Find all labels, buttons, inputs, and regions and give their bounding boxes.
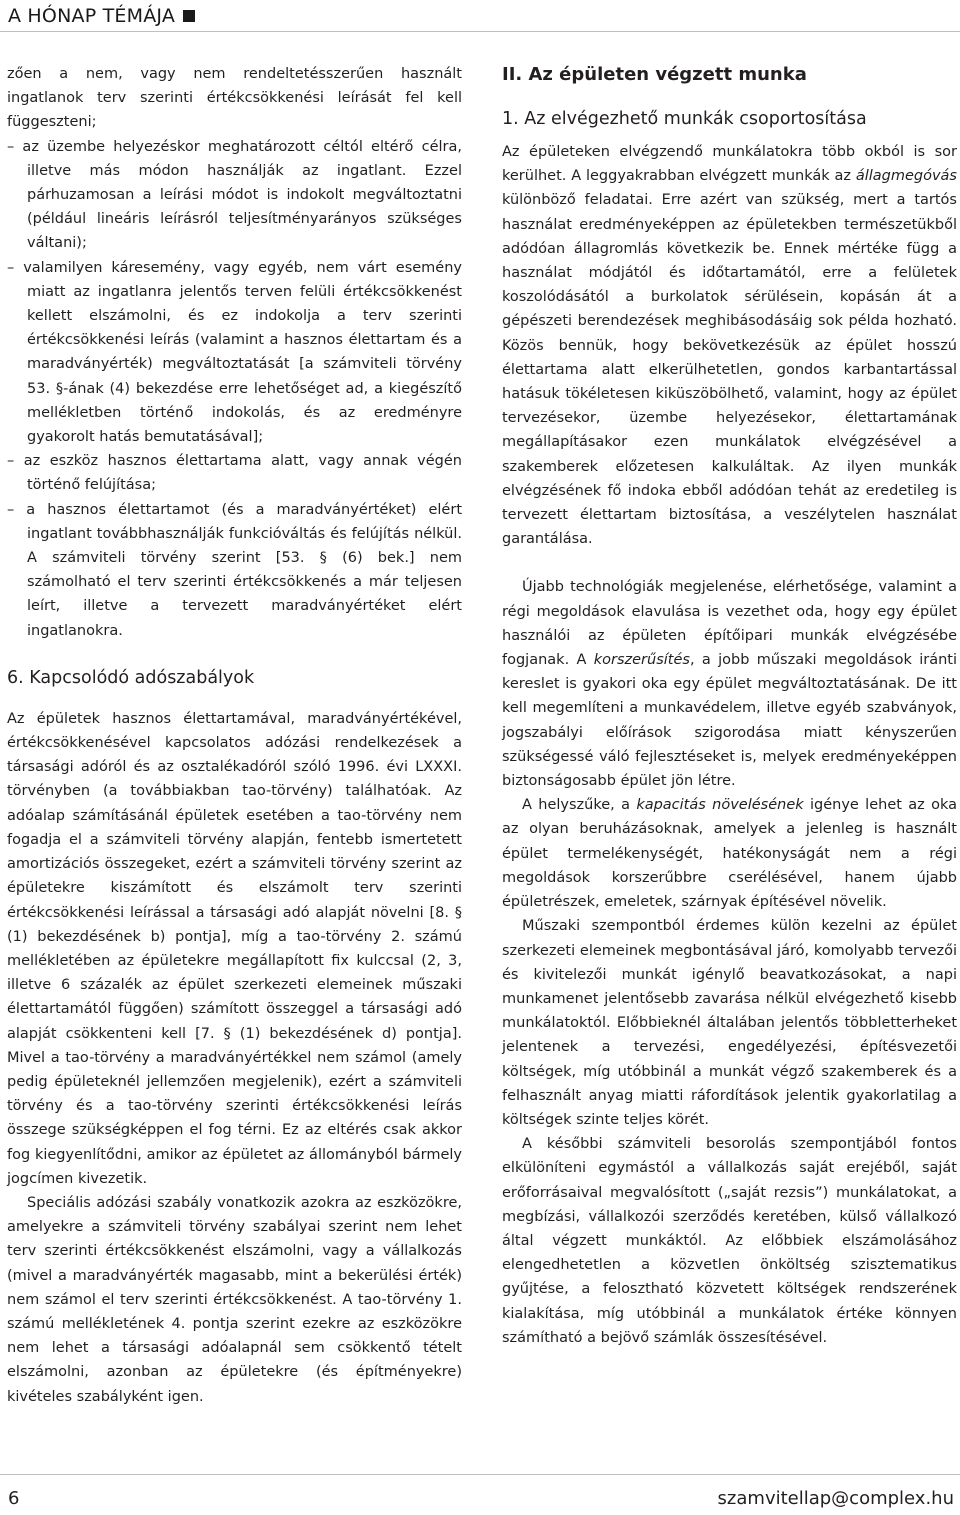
right-column — [502, 62, 957, 1350]
emphasis: állagmegóvás — [855, 168, 957, 185]
section-title: A HÓNAP TÉMÁJA — [8, 5, 176, 27]
paragraph: Speciális adózási szabály vonatkozik azokra az eszközökre, amelyekre a számviteli törvény szabályai szerint nem lehet terv szerinti értékcsökkenést elszámolni, vagy a vállalkozás (mivel a maradványérték magasabb, mint a bekerülési érték) nem számol el terv szerinti értékcsökkenést. A tao-törvény 1. számú mellékletének 4. pontja szerint ezekre az eszközökre nem lehet a társasági adóalapnál sem csökkentő tételt elszámolni, azonban az épületekre (és építményekre) kivételes szabályként igen. — [7, 1194, 462, 1405]
paragraph: Az épületek hasznos élettartamával, maradványértékével, értékcsökkenésével kapcsolatos adózási rendelkezések a társasági adóról és az osztalékadóról szóló 1996. évi LXXXI. törvényben (a továbbiakban tao-törvény) találhatóak. Az adóalap számításánál épületek esetében a tao-törvény nem fogadja el a számviteli törvény alapján, fentebb ismertetett amortizációs összegeket, ezért a számviteli törvény szerint az épületekre kiszámított és elszámolt terv szerinti értékcsökkenési leírással a társasági adó alapját növelni [8. § (1) bekezdésének b) pontja], míg a tao-törvény 2. számú mellékletében az épületekre megállapított fix kulccsal (2, 3, illetve 6 százalék az épület szerkezeti elemeinek műszaki élettartamától függően) számított összeggel a társasági adó alapját csökkenteni kell [7. § (1) bekezdésének d) pontja]. Mivel a tao-törvény a maradványértékkel nem számol (amely pedig épületeknél jellemzően megjelenik), ezért a számviteli törvény és a tao-törvény szerinti értékcsökkenési leírás összege szükségképpen el fog térni. Ez az eltérés csak akkor fog kiegyenlítődni, amikor az épületet az állományból bármely jogcímen kivezetik. — [7, 710, 462, 1187]
dash-list-item: – a hasznos élettartamot (és a maradványértéket) elért ingatlant továbbhasználják funkcióváltás és felújítás nélkül. A számviteli törvény szerint [53. § (6) bek.] nem számolható el terv szerinti értékcsökkenés a már teljesen leírt, illetve a tervezett maradványértéket elért ingatlanokra. — [7, 501, 462, 639]
paragraph: Újabb technológiák megjelenése, elérhetősége, valamint a régi megoldások elavulása is vezethet oda, hogy egy épület használói az épületen építőipari munkák elvégzésébe fogjanak. A korszerűsítés, a jobb műszaki megoldások iránti kereslet is gyakori oka egy épület megváltoztatásának. De itt kell megemlíteni a munkavédelem, illetve egyéb szabványok, jogszabályi előírások szigorodása miatt kényszerűen szükségessé váló fejlesztéseket is, melyek eredményeképpen biztonságosabb épület jön létre. — [502, 579, 957, 790]
paragraph: Műszaki szempontból érdemes külön kezelni az épület szerkezeti elemeinek megbontásával járó, komolyabb tervezői és kivitelezői munkát igénylő beavatkozásokat, a napi munkamenet jelentősebb zavarása nélkül elvégezhető kisebb munkálatoktól. Előbbieknél általában jelentős többletterheket jelentenek a tervezési, engedélyezési, építésvezetői költségek, míg utóbbinál a munkát végző szakemberek és a felhasznált anyag miatti ráfordítások jelentik gyakorlatilag a költségek szinte teljes körét. — [502, 918, 957, 1128]
emphasis: korszerűsítés — [593, 652, 690, 669]
paragraph: A későbbi számviteli besorolás szempontjából fontos elkülöníteni egymástól a vállalkozás saját erejéből, saját erőforrásaival megvalósított („saját rezsis”) munkálatokat, a megbízási, vállalkozói szerződés keretében, külső vállalkozó által végzett munkáktól. Az előbbiek elszámolásához elengedhetetlen a közvetlen önköltség szisztematikus gyűjtése, a felosztható közvetett költségek rendszerének kialakítása, míg utóbbinál a munkálatok értéke könnyen számítható a bejövő számlák összesítésével. — [502, 1136, 957, 1346]
footer-divider — [0, 1474, 960, 1475]
footer-email: szamvitellap@complex.hu — [717, 1488, 954, 1509]
dash-list-item: – az eszköz hasznos élettartama alatt, vagy annak végén történő felújítása; — [7, 453, 462, 494]
section-heading: 1. Az elvégezhető munkák csoportosítása — [502, 109, 867, 129]
left-column — [7, 62, 462, 1409]
page-number: 6 — [8, 1488, 20, 1509]
square-icon — [183, 10, 195, 22]
paragraph: A helyszűke, a kapacitás növelésének igénye lehet az oka az olyan beruházásoknak, amelyek a jelenleg is használt épület termelékenységét, hatékonyságát nem a régi megoldások korszerűbbre cserélésével, hanem újabb épületrészek, emeletek, szárnyak építésével növelik. — [502, 797, 957, 911]
section-heading: 6. Kapcsolódó adószabályok — [7, 667, 255, 688]
dash-list-item: – az üzembe helyezéskor meghatározott céltól eltérő célra, illetve más módon használják az ingatlant. Ezzel párhuzamosan a leírási módot is indokolt megváltoztatni (például lineáris leírásról teljesítményarányos szükséges váltani); — [7, 138, 462, 252]
paragraph: zően a nem, vagy nem rendeltetésszerűen használt ingatlanok terv szerinti értékcsökkenési leírását fel kell függeszteni; — [7, 66, 462, 131]
dash-list-item: – valamilyen káresemény, vagy egyéb, nem várt esemény miatt az ingatlanra jelentős terven felüli értékcsökkenést kellett elszámolni, és ez indokolja a terv szerinti értékcsökkenési leírás (valamint a hasznos élettartam és a maradványérték) megváltoztatását [a számviteli törvény 53. §-ának (4) bekezdése erre lehetőséget ad, a kiegészítő mellékletben történő indokolás, és az eredményre gyakorolt hatás bemutatásával]; — [7, 259, 462, 446]
paragraph: Az épületeken elvégzendő munkálatokra több okból is sor kerülhet. A leggyakrabban elvégzett munkák az állagmegóvás különböző feladatai. Erre azért van szükség, mert a tartós használat eredményeképpen az épületekben természetükből adódóan állagromlás következik be. Ennek mértéke függ a használat módjától és időtartamától, erre a felületek koszolódásától a burkolatok sérülésein, kopásán át a gépészeti berendezések meghibásodásáig sok példa hozható. Közös bennük, hogy bekövetkezésük az épület hosszú élettartama alatt elkerülhetetlen, gondos karbantartással hatásuk tökéletesen kiküszöbölhető, valamint, hogy az épület tervezésekor, üzembe helyezésekor, élettartamának megállapításakor ezen munkálatok elvégzésével a szakemberek előzetesen kalkuláltak. Az ilyen munkák elvégzésének fő indoka ebből adódóan tehát az eredetileg is tervezett élettartam biztosítása, a veszélytelen használat garantálása. — [502, 144, 957, 548]
section-header — [8, 3, 195, 29]
part-heading: II. Az épületen végzett munka — [502, 64, 807, 85]
emphasis: kapacitás növelésének — [636, 797, 804, 814]
header-divider — [0, 31, 960, 32]
